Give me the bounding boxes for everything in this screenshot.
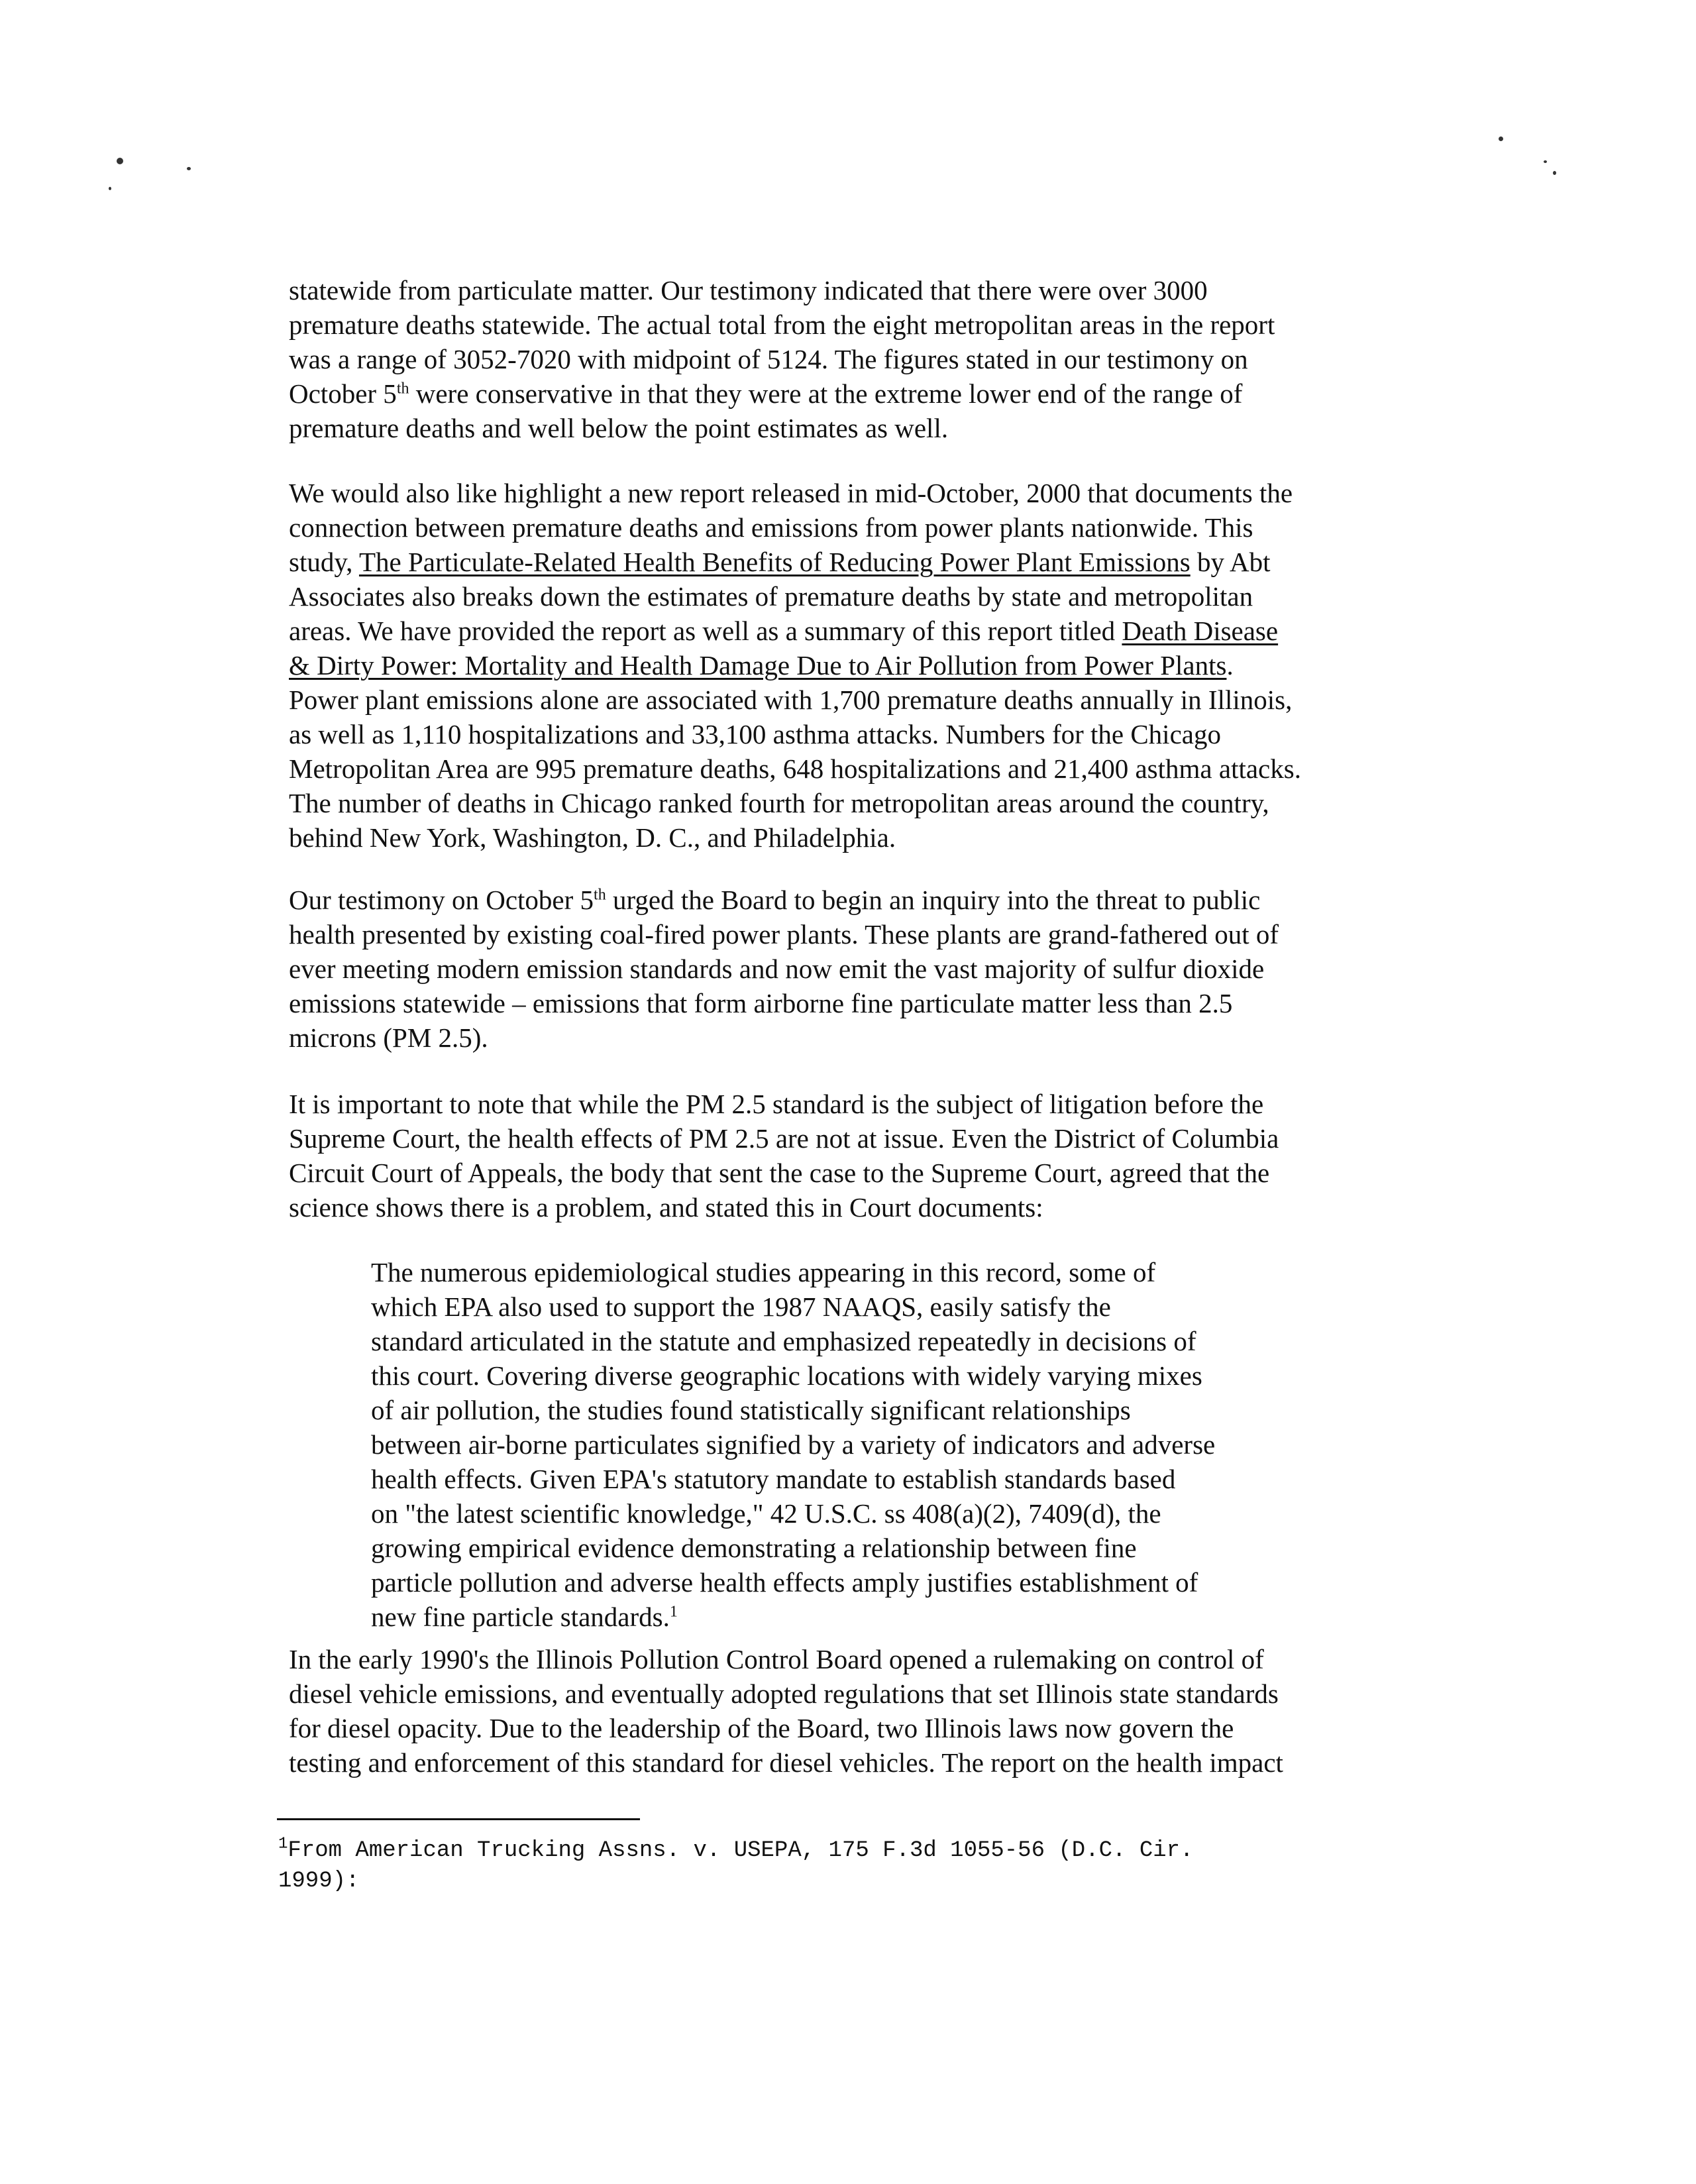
paragraph-1 [289, 273, 1389, 445]
quote-line: The numerous epidemiological studies appearing in this record, some of [371, 1257, 1156, 1287]
text-line: diesel vehicle emissions, and eventually adopted regulations that set Illinois state standards [289, 1678, 1279, 1709]
quote-line: growing empirical evidence demonstrating a relationship between fine [371, 1533, 1137, 1563]
quote-line: health effects. Given EPA's statutory mandate to establish standards based [371, 1464, 1176, 1494]
text-segment: new fine particle standards. [371, 1602, 670, 1632]
block-quote [371, 1255, 1318, 1634]
text-line: as well as 1,110 hospitalizations and 33,100 asthma attacks. Numbers for the Chicago [289, 719, 1221, 749]
quote-line [371, 1600, 1318, 1634]
text-line: premature deaths statewide. The actual total from the eight metropolitan areas in the report [289, 309, 1275, 340]
ordinal-superscript: th [396, 380, 409, 398]
paragraph-3 [289, 883, 1389, 1055]
quote-line: between air-borne particulates signified by a variety of indicators and adverse [371, 1429, 1216, 1460]
text-segment: Our testimony on October 5 [289, 885, 594, 915]
text-line [289, 883, 1389, 917]
report-title-dirty-power: & Dirty Power: Mortality and Health Damage Due to Air Pollution from Power Plants [289, 650, 1227, 681]
text-segment: urged the Board to begin an inquiry into the threat to public [612, 885, 1261, 915]
quote-line: particle pollution and adverse health effects amply justifies establishment of [371, 1567, 1198, 1598]
footnote-separator [277, 1818, 640, 1820]
report-title-abt: The Particulate-Related Health Benefits of Reducing Power Plant Emissions [358, 547, 1191, 577]
text-segment: areas. We have provided the report as well as a summary of this report titled [289, 616, 1116, 646]
quote-line: on "the latest scientific knowledge," 42 U.S.C. ss 408(a)(2), 7409(d), the [371, 1498, 1161, 1529]
scan-speck [1544, 160, 1547, 163]
text-segment: by Abt [1196, 547, 1271, 577]
text-line: It is important to note that while the PM 2.5 standard is the subject of litigation before the [289, 1089, 1264, 1119]
text-line: We would also like highlight a new report released in mid-October, 2000 that documents the [289, 478, 1293, 508]
scan-speck [109, 187, 111, 190]
scan-speck [1499, 136, 1503, 141]
text-segment: were conservative in that they were at the extreme lower end of the range of [415, 378, 1243, 409]
quote-line: which EPA also used to support the 1987 NAAQS, easily satisfy the [371, 1291, 1111, 1322]
quote-line: standard articulated in the statute and emphasized repeatedly in decisions of [371, 1326, 1196, 1356]
text-line [289, 545, 1389, 579]
text-line: behind New York, Washington, D. C., and Philadelphia. [289, 822, 896, 853]
text-line: Metropolitan Area are 995 premature deaths, 648 hospitalizations and 21,400 asthma attacks. [289, 753, 1301, 784]
footnote-reference: 1 [669, 1603, 678, 1621]
text-line [289, 648, 1389, 682]
text-line: Circuit Court of Appeals, the body that sent the case to the Supreme Court, agreed that the [289, 1158, 1270, 1188]
text-line: was a range of 3052-7020 with midpoint of 5124. The figures stated in our testimony on [289, 344, 1248, 374]
text-line: connection between premature deaths and emissions from power plants nationwide. This [289, 512, 1253, 543]
text-line: microns (PM 2.5). [289, 1022, 488, 1053]
text-line: Power plant emissions alone are associated with 1,700 premature deaths annually in Illinois, [289, 684, 1293, 715]
scan-speck [117, 158, 123, 164]
paragraph-2 [289, 476, 1389, 855]
footnote-line [278, 1835, 1371, 1866]
paragraph-5 [289, 1642, 1389, 1780]
text-line: In the early 1990's the Illinois Pollution Control Board opened a rulemaking on control of [289, 1644, 1264, 1674]
quote-line: this court. Covering diverse geographic locations with widely varying mixes [371, 1360, 1202, 1391]
paragraph-4 [289, 1087, 1389, 1225]
footnote [278, 1835, 1371, 1896]
scan-speck [187, 167, 191, 170]
text-segment: . [1226, 650, 1234, 681]
text-line: statewide from particulate matter. Our testimony indicated that there were over 3000 [289, 275, 1208, 305]
text-line: science shows there is a problem, and stated this in Court documents: [289, 1192, 1043, 1223]
footnote-marker: 1 [278, 1835, 288, 1853]
scan-speck [1553, 171, 1556, 175]
text-line: emissions statewide – emissions that form airborne fine particulate matter less than 2.5 [289, 988, 1233, 1018]
report-title-death-disease: Death Disease [1122, 616, 1279, 646]
text-line: premature deaths and well below the point estimates as well. [289, 413, 949, 443]
text-line: health presented by existing coal-fired power plants. These plants are grand-fathered out of [289, 919, 1279, 950]
text-line [289, 376, 1389, 411]
text-line: for diesel opacity. Due to the leadership of the Board, two Illinois laws now govern the [289, 1713, 1234, 1743]
text-segment: October 5 [289, 378, 397, 409]
text-line: testing and enforcement of this standard for diesel vehicles. The report on the health impact [289, 1747, 1283, 1778]
text-segment: From American Trucking Assns. v. USEPA, 175 F.3d 1055-56 (D.C. Cir. [288, 1838, 1194, 1863]
ordinal-superscript: th [594, 886, 606, 904]
footnote-line: 1999): [278, 1869, 360, 1894]
text-line [289, 614, 1389, 648]
text-line: Supreme Court, the health effects of PM 2.5 are not at issue. Even the District of Columbia [289, 1123, 1279, 1154]
text-line: Associates also breaks down the estimates of premature deaths by state and metropolitan [289, 581, 1253, 612]
text-line: ever meeting modern emission standards and now emit the vast majority of sulfur dioxide [289, 954, 1265, 984]
quote-line: of air pollution, the studies found statistically significant relationships [371, 1395, 1131, 1425]
text-segment: study, [289, 547, 353, 577]
text-line: The number of deaths in Chicago ranked fourth for metropolitan areas around the country, [289, 788, 1269, 818]
